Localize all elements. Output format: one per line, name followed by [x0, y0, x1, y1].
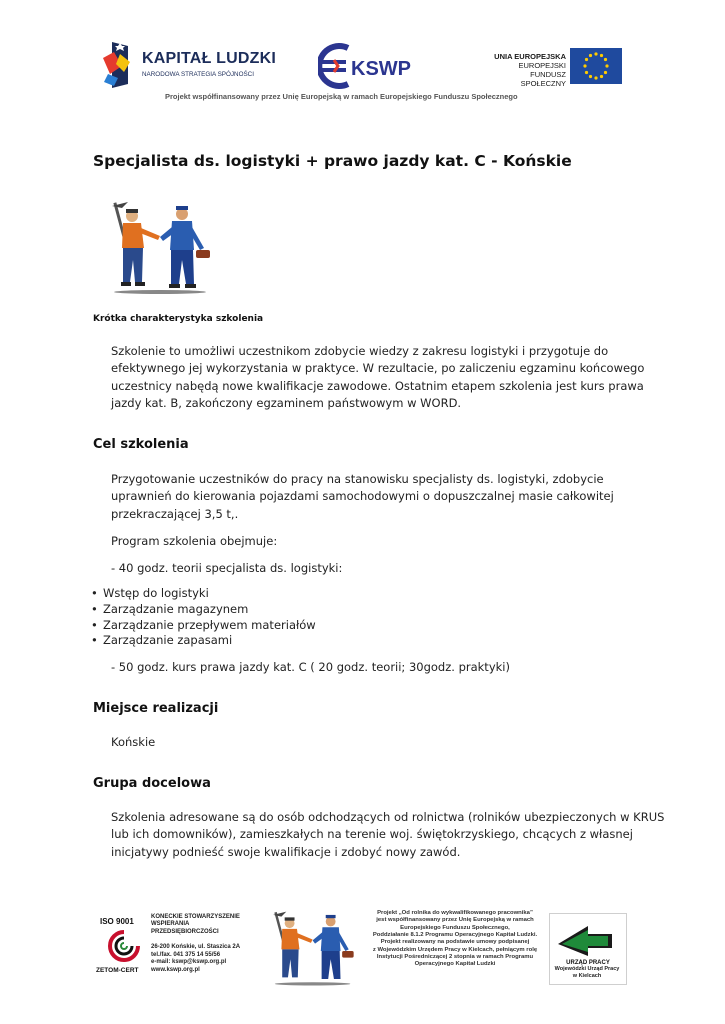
list-item: • Wstęp do logistyki [91, 586, 316, 602]
project-line: Instytucji Pośredniczącej 2 stopnia w ramach Programu [376, 954, 534, 961]
intro-line: efektywnego jej wykorzystania w praktyce. W rezultacie, po zaliczeniu egzaminu końcowego [111, 361, 645, 376]
intro-line: Szkolenie to umożliwi uczestnikom zdobycie wiedzy z zakresu logistyki i przygotuje do [111, 344, 609, 358]
org-address [151, 944, 261, 974]
footer-project-info [362, 910, 548, 969]
project-line: Operacyjnego Kapitał Ludzki [414, 961, 496, 968]
project-line: z Wojewódzkim Urzędem Pracy w Kielcach, pełniącym rolę [372, 946, 538, 953]
urzad-pracy-label: URZĄD PRACY [566, 960, 610, 966]
list-item: • Zarządzanie zapasami [91, 633, 316, 649]
project-cofinancing-line: Projekt współfinansowany przez Unię Europejską w ramach Europejskiego Funduszu Społecznego [165, 92, 518, 101]
kapital-ludzki-title: KAPITAŁ LUDZKI [142, 50, 277, 67]
addr-line: tel./fax. 041 375 14 55/56 [151, 951, 221, 958]
ue-text-block [486, 52, 566, 88]
addr-line: e-mail: kswp@kswp.org.pl [151, 959, 227, 966]
konf-line: PRZEDSIĘBIORCZOŚCI [151, 928, 219, 935]
section-heading-grupa: Grupa docelowa [93, 776, 211, 791]
program-intro: Program szkolenia obejmuje: [111, 534, 278, 548]
konf-line: KONECKIE STOWARZYSZENIE [151, 914, 240, 920]
section-heading-cel: Cel szkolenia [93, 437, 189, 452]
project-line: jest współfinansowany przez Unię Europejską w ramach [376, 917, 534, 924]
addr-line: 26-200 Końskie, ul. Staszica 2A [151, 944, 241, 950]
grupa-line: lub ich domowników), zamieszkałych na terenie woj. świętokrzyskiego, chcących z własnej [111, 827, 633, 842]
program-bullet-list [91, 586, 316, 649]
list-item: • Zarządzanie magazynem [91, 602, 316, 618]
kswp-text: KSWP [351, 58, 411, 80]
ue-line-2: EUROPEJSKI [518, 61, 566, 70]
cel-line: przekraczającej 3,5 t,. [111, 506, 239, 521]
up-caption-line: Wojewódzki Urząd Pracy [554, 966, 620, 972]
zetom-cert-icon [102, 928, 146, 964]
cel-line: Przygotowanie uczestników do pracy na stanowisku specjalisty ds. logistyki, zdobycie [111, 472, 604, 486]
intro-line: uczestnicy nabędą nowe kwalifikacje zawodowe. Ostatnim etapem szkolenia jest kurs prawa [111, 378, 644, 393]
kapital-ludzki-subtitle: NARODOWA STRATEGIA SPÓJNOŚCI [142, 71, 254, 78]
program-part-2: - 50 godz. kurs prawa jazdy kat. C ( 20 godz. teorii; 30godz. praktyki) [111, 660, 510, 674]
intro-line: jazdy kat. B, zakończony egzaminem państwowym w WORD. [111, 395, 462, 410]
zetom-cert-label: ZETOM-CERT [96, 967, 139, 974]
grupa-paragraph [111, 809, 664, 861]
project-line: Poddziałanie 8.1.2 Programu Operacyjnego Kapitał Ludzki. [372, 932, 538, 939]
urzad-pracy-arrow-icon [550, 914, 626, 966]
section-heading-miejsce: Miejsce realizacji [93, 701, 219, 716]
page-title: Specjalista ds. logistyki + prawo jazdy kat. C - Końskie [93, 152, 572, 170]
up-caption-line: w Kielcach [572, 972, 602, 979]
ue-line-3: FUNDUSZ SPOŁECZNY [520, 70, 566, 88]
grupa-line: Szkolenia adresowane są do osób odchodzących od rolnictwa (rolników ubezpieczonych w KRUS [111, 810, 665, 824]
konf-org-name [151, 914, 261, 936]
kswp-euro-icon [318, 42, 413, 90]
konf-line: WSPIERANIA [151, 921, 190, 928]
urzad-pracy-caption [549, 966, 625, 979]
project-line: Projekt „Od rolnika do wykwalifikowanego pracownika” [377, 910, 533, 916]
handshake-workers-icon [108, 200, 213, 295]
kapital-ludzki-emblem-icon [100, 40, 140, 90]
kswp-logo [318, 42, 413, 90]
eu-flag-icon [570, 48, 622, 84]
cel-line: uprawnień do kierowania pojazdami samochodowymi o dopuszczalnej masie całkowitej [111, 489, 614, 504]
program-part-1: - 40 godz. teorii specjalista ds. logistyki: [111, 561, 343, 575]
intro-paragraph [111, 343, 644, 412]
addr-line: www.kswp.org.pl [151, 966, 200, 973]
ue-line-1: UNIA EUROPEJSKA [494, 52, 566, 61]
iso-label: ISO 9001 [100, 917, 134, 926]
cel-paragraph [111, 471, 614, 523]
project-line: Europejskiego Funduszu Społecznego, [400, 924, 510, 931]
grupa-line: inicjatywy podnieść swoje kwalifikacje i zdobyć nowy zawód. [111, 844, 461, 859]
project-line: Projekt realizowany na podstawie umowy podpisanej [380, 939, 530, 946]
list-item: • Zarządzanie przepływem materiałów [91, 618, 316, 634]
short-description-label: Krótka charakterystyka szkolenia [93, 314, 264, 324]
handshake-workers-footer-icon [268, 910, 358, 988]
miejsce-text: Końskie [111, 735, 156, 749]
